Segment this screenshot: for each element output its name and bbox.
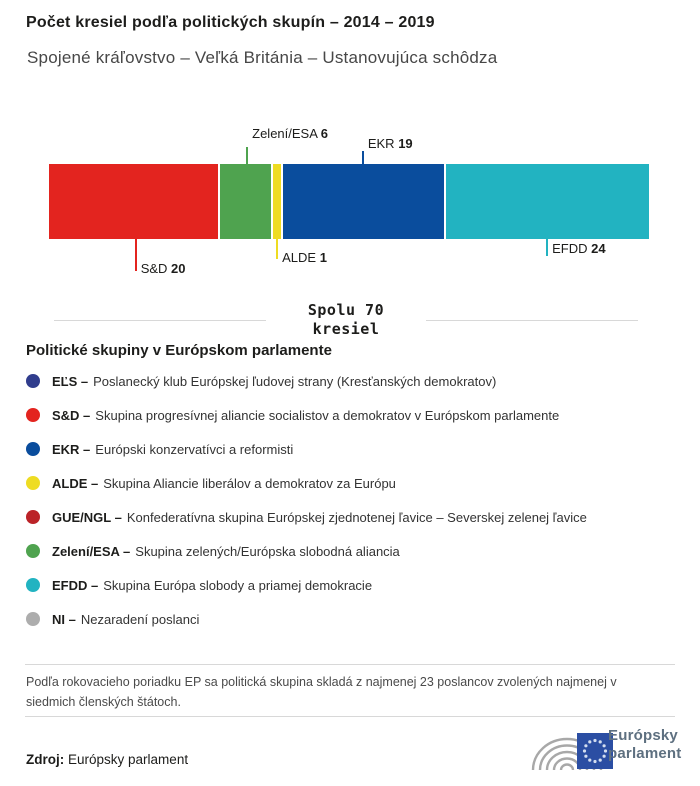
efdd-color-dot bbox=[26, 578, 40, 592]
total-seats-label bbox=[266, 301, 426, 339]
ep-logo-line-2: parlament bbox=[608, 745, 682, 762]
callout-tick-s-d bbox=[135, 239, 137, 271]
legend-desc: Poslanecký klub Európskej ľudovej strany (Kresťanských demokratov) bbox=[93, 373, 497, 389]
legend-item-ekr bbox=[26, 432, 686, 466]
source-label: Zdroj: bbox=[26, 752, 65, 767]
legend-abbr: S&D – bbox=[52, 407, 91, 423]
legend-abbr: Zelení/ESA – bbox=[52, 543, 131, 559]
ep-logo-wordmark bbox=[608, 727, 682, 763]
legend-item-alde bbox=[26, 466, 686, 500]
legend-item-els bbox=[26, 364, 686, 398]
legend-desc: Európski konzervatívci a reformisti bbox=[95, 441, 294, 457]
callout-tick-zelen-esa bbox=[246, 147, 248, 164]
footer-top-divider bbox=[25, 664, 675, 665]
legend-desc: Skupina progresívnej aliancie socialistov a demokratov v Európskom parlamente bbox=[95, 407, 560, 423]
ekr-color-dot bbox=[26, 442, 40, 456]
callout-tick-alde bbox=[276, 239, 278, 259]
sd-color-dot bbox=[26, 408, 40, 422]
legend-item-ni bbox=[26, 602, 686, 636]
legend-item-efdd bbox=[26, 568, 686, 602]
legend-list bbox=[26, 364, 686, 636]
ep-logo-line-1: Európsky bbox=[608, 727, 678, 744]
callout-label-efdd: EFDD 24 bbox=[552, 241, 606, 256]
legend-abbr: ALDE – bbox=[52, 475, 99, 491]
legend-item-zeleni-esa bbox=[26, 534, 686, 568]
page-title: Počet kresiel podľa politických skupín – 2014 – 2019 bbox=[26, 14, 435, 31]
legend-abbr: EĽS – bbox=[52, 373, 89, 389]
legend-desc: Skupina zelených/Európska slobodná aliancia bbox=[135, 543, 400, 559]
source-value: Európsky parlament bbox=[68, 752, 189, 767]
guengl-color-dot bbox=[26, 510, 40, 524]
legend-item-guengl bbox=[26, 500, 686, 534]
bar-callouts bbox=[49, 126, 649, 276]
seat-bar-chart bbox=[49, 126, 649, 276]
els-color-dot bbox=[26, 374, 40, 388]
legend-desc: Nezaradení poslanci bbox=[80, 611, 200, 627]
source-line bbox=[26, 752, 188, 767]
total-line-1: Spolu 70 bbox=[307, 301, 385, 319]
callout-tick-ekr bbox=[362, 151, 364, 164]
footer-bottom-divider bbox=[25, 716, 675, 717]
callout-label-zelen-esa: Zelení/ESA 6 bbox=[252, 126, 329, 141]
alde-color-dot bbox=[26, 476, 40, 490]
legend-desc: Konfederatívna skupina Európskej zjednotenej ľavice – Severskej zelenej ľavice bbox=[126, 509, 587, 525]
legend-abbr: NI – bbox=[52, 611, 76, 627]
legend-item-sd bbox=[26, 398, 686, 432]
zeleni-esa-color-dot bbox=[26, 544, 40, 558]
callout-label-alde: ALDE 1 bbox=[282, 250, 327, 265]
footnote: Podľa rokovacieho poriadku EP sa politická skupina skladá z najmenej 23 poslancov zvolených najmenej v siedmich členských štátoch. bbox=[26, 675, 617, 709]
callout-tick-efdd bbox=[546, 239, 548, 256]
total-line-2: kresiel bbox=[312, 320, 380, 338]
legend-desc: Skupina Aliancie liberálov a demokratov za Európu bbox=[103, 475, 396, 491]
callout-label-ekr: EKR 19 bbox=[367, 136, 413, 151]
page-subtitle: Spojené kráľovstvo – Veľká Británia – Ustanovujúca schôdza bbox=[27, 48, 498, 67]
legend-abbr: GUE/NGL – bbox=[52, 509, 122, 525]
legend-heading: Politické skupiny v Európskom parlamente bbox=[26, 342, 332, 359]
callout-label-s-d: S&D 20 bbox=[140, 261, 186, 276]
legend-desc: Skupina Európa slobody a priamej demokracie bbox=[103, 577, 373, 593]
ni-color-dot bbox=[26, 612, 40, 626]
legend-abbr: EFDD – bbox=[52, 577, 99, 593]
legend-abbr: EKR – bbox=[52, 441, 91, 457]
